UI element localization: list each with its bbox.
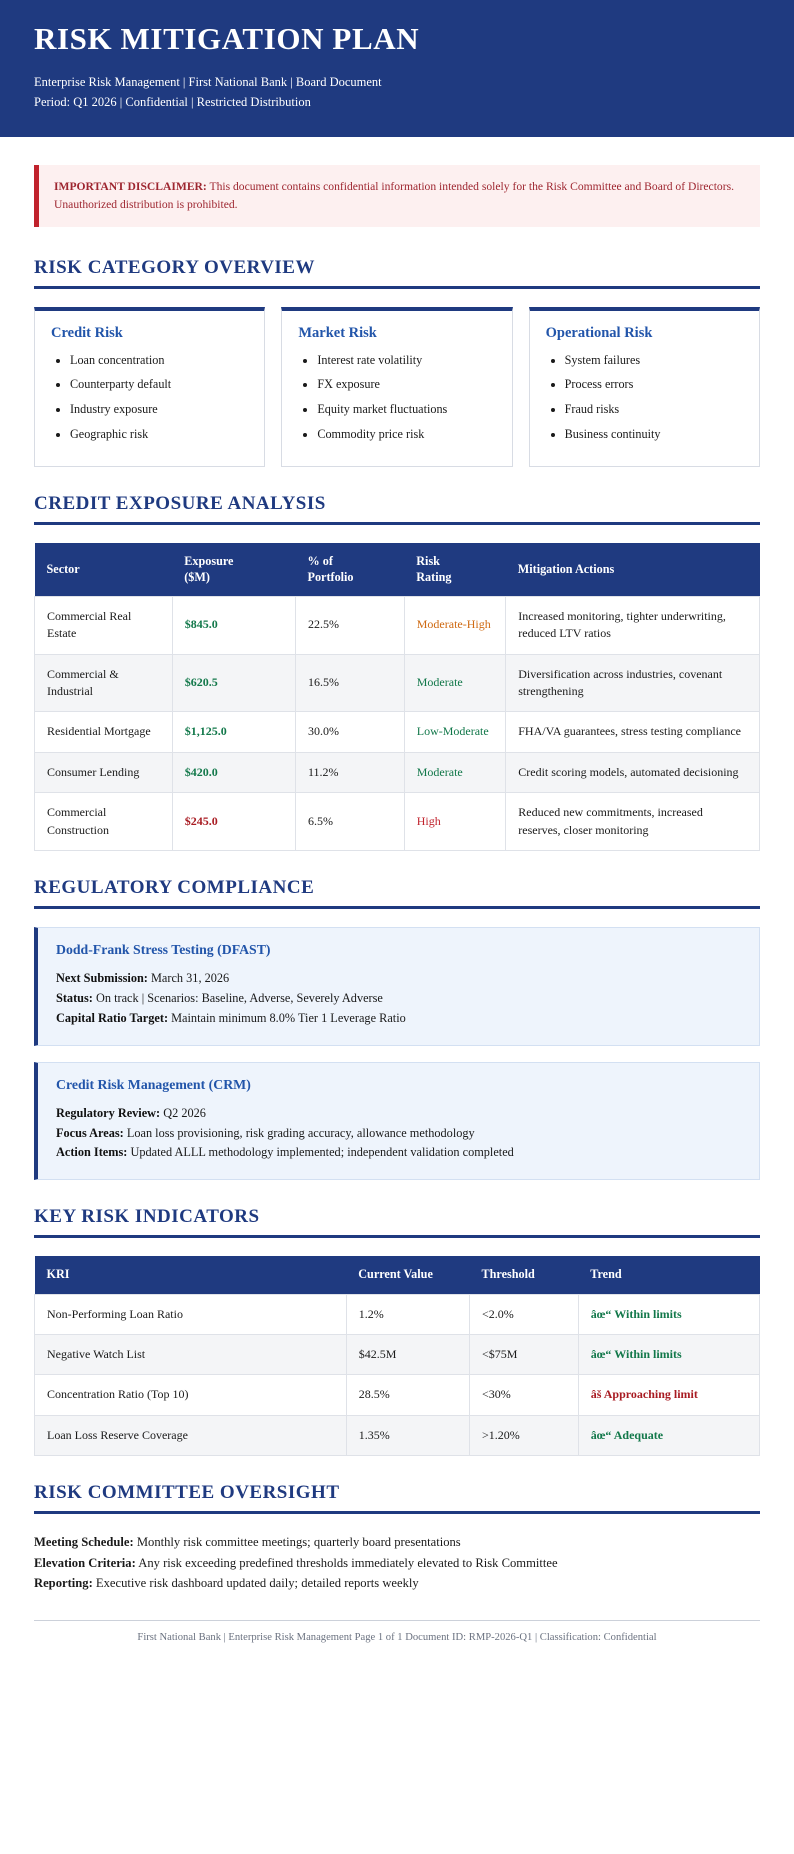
cell-mitigation: Diversification across industries, covenant strengthening: [506, 654, 760, 712]
cell-kri: Concentration Ratio (Top 10): [35, 1375, 347, 1415]
cell-mitigation: Credit scoring models, automated decisioning: [506, 752, 760, 792]
column-header-exposure: [172, 543, 295, 596]
list-item: • Industry exposure: [70, 401, 248, 419]
compliance-label: Next Submission:: [56, 970, 148, 985]
disclaimer-banner: [34, 165, 760, 227]
compliance-value: On track | Scenarios: Baseline, Adverse, Severely Adverse: [92, 990, 383, 1005]
oversight-lines: [34, 1532, 760, 1594]
column-header-text: Sector: [46, 561, 80, 576]
table-row: [35, 1415, 760, 1455]
table-row: [35, 752, 760, 792]
section-heading: RISK COMMITTEE OVERSIGHT: [34, 1482, 340, 1504]
compliance-box-crm: [34, 1062, 760, 1181]
status-badge: âœ“ Adequate: [578, 1415, 759, 1455]
column-header-trend: Trend: [578, 1256, 759, 1294]
cell-rating: Moderate-High: [404, 596, 506, 654]
table-row: [35, 596, 760, 654]
cell-sector: Commercial Construction: [35, 793, 173, 851]
cell-current-value: 28.5%: [346, 1375, 469, 1415]
section-risk-category-overview: [34, 257, 760, 468]
cell-sector: Consumer Lending: [35, 752, 173, 792]
list-item: • Process errors: [565, 376, 743, 394]
compliance-lines: [56, 1104, 741, 1164]
table-body: [35, 596, 760, 850]
cell-current-value: 1.35%: [346, 1415, 469, 1455]
status-badge: âœ“ Within limits: [578, 1294, 759, 1334]
compliance-value: Updated ALLL methodology implemented; independent validation completed: [127, 1145, 514, 1160]
compliance-label: Focus Areas:: [56, 1125, 124, 1140]
column-header-text: Exposure: [184, 554, 234, 569]
oversight-value: Any risk exceeding predefined thresholds immediately elevated to Risk Committee: [135, 1555, 558, 1570]
credit-exposure-table: [34, 543, 760, 851]
column-header-sector: [35, 543, 173, 596]
status-badge: âš Approaching limit: [578, 1375, 759, 1415]
cell-kri: Loan Loss Reserve Coverage: [35, 1415, 347, 1455]
column-header-text-2: Portfolio: [307, 569, 354, 584]
cell-mitigation: Reduced new commitments, increased reserves, closer monitoring: [506, 793, 760, 851]
table-row: [35, 793, 760, 851]
compliance-value: Q2 2026: [160, 1105, 206, 1120]
cell-percent: 22.5%: [296, 596, 405, 654]
cell-threshold: <2.0%: [470, 1294, 579, 1334]
section-heading: KEY RISK INDICATORS: [34, 1206, 260, 1228]
cell-exposure: $245.0: [172, 793, 295, 851]
oversight-label: Elevation Criteria:: [34, 1555, 136, 1570]
section-heading: REGULATORY COMPLIANCE: [34, 876, 315, 898]
list-item: • Fraud risks: [565, 401, 743, 419]
section-divider: [34, 1235, 760, 1238]
table-row: [35, 712, 760, 752]
cell-mitigation: FHA/VA guarantees, stress testing compliance: [506, 712, 760, 752]
compliance-title: Dodd-Frank Stress Testing (DFAST): [56, 941, 271, 957]
risk-card-title: Market Risk: [298, 324, 377, 341]
list-item: • Business continuity: [565, 426, 743, 444]
table-header: [35, 1256, 760, 1294]
column-header-kri: KRI: [35, 1256, 347, 1294]
cell-current-value: 1.2%: [346, 1294, 469, 1334]
compliance-value: Loan loss provisioning, risk grading accuracy, allowance methodology: [123, 1125, 475, 1140]
cell-rating: Moderate: [404, 654, 506, 712]
oversight-value: Monthly risk committee meetings; quarterly board presentations: [133, 1535, 461, 1550]
section-credit-exposure-analysis: [34, 493, 760, 851]
document-footer: First National Bank | Enterprise Risk Management Page 1 of 1 Document ID: RMP-2026-Q1 | Classification: Confidential: [34, 1620, 760, 1665]
header-subtitle: [34, 72, 760, 113]
cell-kri: Non-Performing Loan Ratio: [35, 1294, 347, 1334]
cell-exposure: $1,125.0: [172, 712, 295, 752]
cell-exposure: $845.0: [172, 596, 295, 654]
table-header: [35, 543, 760, 596]
cell-exposure: $420.0: [172, 752, 295, 792]
section-key-risk-indicators: [34, 1206, 760, 1456]
risk-card-list: [51, 352, 248, 444]
table-row: [35, 654, 760, 712]
oversight-label: Reporting:: [34, 1576, 93, 1591]
column-header-text: Risk: [416, 554, 440, 569]
compliance-value: Maintain minimum 8.0% Tier 1 Leverage Ratio: [168, 1010, 406, 1025]
table-row: [35, 1334, 760, 1374]
cell-current-value: $42.5M: [346, 1334, 469, 1374]
compliance-label: Capital Ratio Target:: [56, 1010, 169, 1025]
compliance-box-dfast: [34, 927, 760, 1046]
list-item: • Interest rate volatility: [317, 352, 495, 370]
section-divider: [34, 906, 760, 909]
header-subtitle-line1: Enterprise Risk Management | First National Bank | Board Document: [34, 75, 382, 90]
cell-sector: Commercial & Industrial: [35, 654, 173, 712]
compliance-title: Credit Risk Management (CRM): [56, 1076, 251, 1092]
compliance-value: March 31, 2026: [147, 970, 230, 985]
section-risk-committee-oversight: [34, 1482, 760, 1594]
risk-card-operational: [529, 307, 760, 468]
list-item: • Counterparty default: [70, 376, 248, 394]
cell-rating: Low-Moderate: [404, 712, 506, 752]
list-item: • FX exposure: [317, 376, 495, 394]
section-heading: RISK CATEGORY OVERVIEW: [34, 256, 315, 278]
section-divider: [34, 1511, 760, 1514]
cell-mitigation: Increased monitoring, tighter underwriting, reduced LTV ratios: [506, 596, 760, 654]
cell-threshold: >1.20%: [470, 1415, 579, 1455]
risk-card-list: [546, 352, 743, 444]
oversight-value: Executive risk dashboard updated daily; detailed reports weekly: [92, 1576, 419, 1591]
section-divider: [34, 286, 760, 289]
table-header-row: [35, 543, 760, 596]
disclaimer-label: IMPORTANT DISCLAIMER:: [54, 179, 207, 193]
risk-card-credit: [34, 307, 265, 468]
column-header-percent: [296, 543, 405, 596]
section-divider: [34, 522, 760, 525]
risk-card-list: [298, 352, 495, 444]
cell-sector: Commercial Real Estate: [35, 596, 173, 654]
cell-rating: High: [404, 793, 506, 851]
page-title: RISK MITIGATION PLAN: [34, 21, 420, 56]
document-header: [0, 0, 794, 137]
cell-percent: 30.0%: [296, 712, 405, 752]
cell-sector: Residential Mortgage: [35, 712, 173, 752]
list-item: • Equity market fluctuations: [317, 401, 495, 419]
list-item: • Commodity price risk: [317, 426, 495, 444]
cell-exposure: $620.5: [172, 654, 295, 712]
risk-card-row: [34, 307, 760, 468]
table-row: [35, 1375, 760, 1415]
oversight-label: Meeting Schedule:: [34, 1535, 134, 1550]
cell-percent: 16.5%: [296, 654, 405, 712]
cell-kri: Negative Watch List: [35, 1334, 347, 1374]
cell-threshold: <30%: [470, 1375, 579, 1415]
kri-table: [34, 1256, 760, 1456]
column-header-text-2: ($M): [184, 569, 210, 584]
compliance-label: Status:: [56, 990, 93, 1005]
column-header-text-2: Rating: [416, 569, 452, 584]
column-header-mitigation: [506, 543, 760, 596]
header-subtitle-line2: Period: Q1 2026 | Confidential | Restricted Distribution: [34, 95, 311, 110]
risk-card-market: [281, 307, 512, 468]
list-item: • Geographic risk: [70, 426, 248, 444]
cell-percent: 11.2%: [296, 752, 405, 792]
section-regulatory-compliance: [34, 877, 760, 1180]
column-header-current-value: Current Value: [346, 1256, 469, 1294]
document-body: [0, 165, 794, 1665]
column-header-rating: [404, 543, 506, 596]
section-heading: CREDIT EXPOSURE ANALYSIS: [34, 493, 326, 515]
column-header-text: Mitigation Actions: [517, 561, 615, 576]
column-header-text: % of: [307, 554, 333, 569]
compliance-lines: [56, 969, 741, 1029]
compliance-label: Regulatory Review:: [56, 1105, 161, 1120]
column-header-threshold: Threshold: [470, 1256, 579, 1294]
status-badge: âœ“ Within limits: [578, 1334, 759, 1374]
disclaimer-text: This document contains confidential information intended solely for the Risk Committee and Board of Directors. Unauthorized distribution is prohibited.: [54, 179, 734, 211]
table-header-row: [35, 1256, 760, 1294]
cell-rating: Moderate: [404, 752, 506, 792]
compliance-label: Action Items:: [56, 1145, 128, 1160]
list-item: • System failures: [565, 352, 743, 370]
risk-card-title: Credit Risk: [51, 324, 123, 341]
risk-card-title: Operational Risk: [545, 324, 653, 341]
table-row: [35, 1294, 760, 1334]
table-body: [35, 1294, 760, 1456]
cell-percent: 6.5%: [296, 793, 405, 851]
cell-threshold: <$75M: [470, 1334, 579, 1374]
list-item: • Loan concentration: [70, 352, 248, 370]
